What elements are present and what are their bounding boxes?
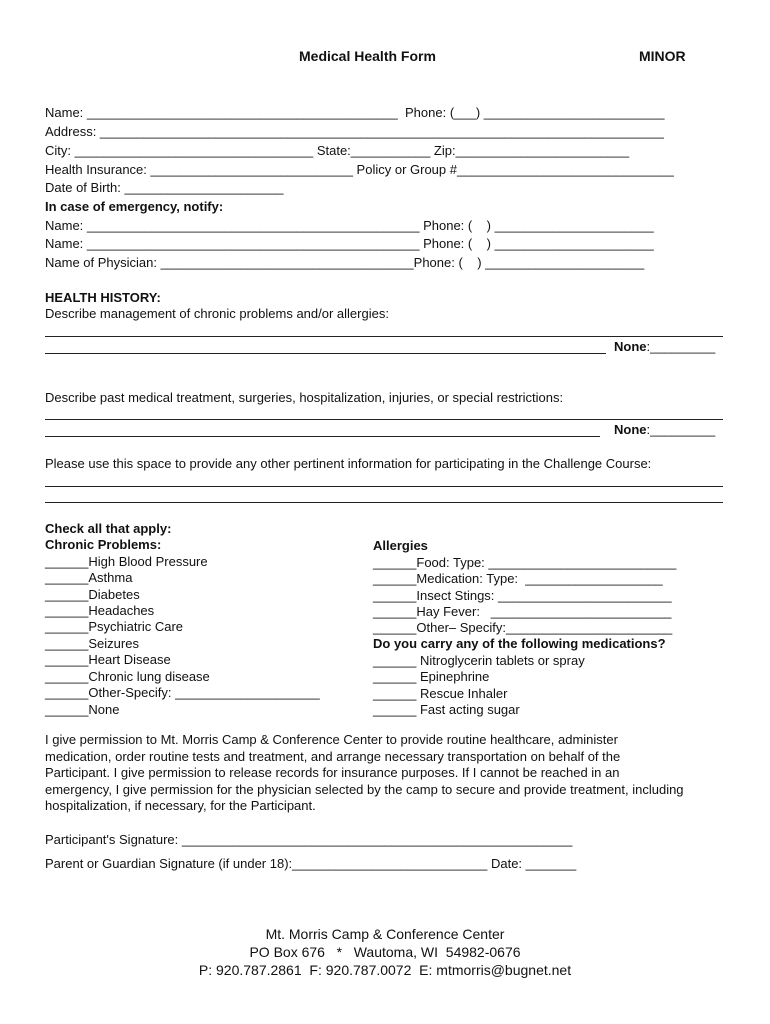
date-of-birth-field[interactable]: Date of Birth: ______________________ bbox=[45, 180, 284, 195]
answer-line[interactable] bbox=[45, 486, 723, 487]
guardian-signature-date-field[interactable]: Parent or Guardian Signature (if under 18):___________________________ Date: _______ bbox=[45, 856, 577, 871]
none-option-2[interactable] bbox=[614, 422, 715, 438]
footer-address: PO Box 676 * Wautoma, WI 54982-0676 bbox=[249, 944, 521, 960]
footer-contact: P: 920.787.2861 F: 920.787.0072 E: mtmorris@bugnet.net bbox=[198, 962, 572, 978]
medications-heading: Do you carry any of the following medications? bbox=[373, 636, 666, 651]
medication-item-nitroglycerin[interactable]: ______ Nitroglycerin tablets or spray bbox=[373, 653, 585, 668]
chronic-item-chronic-lung-disease[interactable]: ______Chronic lung disease bbox=[45, 669, 210, 684]
chronic-item-psychiatric-care[interactable]: ______Psychiatric Care bbox=[45, 619, 184, 634]
participant-signature-field[interactable]: Participant's Signature: ______________________________________________________ bbox=[45, 832, 573, 847]
chronic-item-diabetes[interactable]: ______Diabetes bbox=[45, 587, 140, 602]
chronic-item-seizures[interactable]: ______Seizures bbox=[45, 636, 139, 651]
none-label: None bbox=[614, 339, 647, 354]
check-all-heading: Check all that apply: bbox=[45, 521, 172, 536]
permission-statement: I give permission to Mt. Morris Camp & Conference Center to provide routine healthcare, administer medication, order routine tests and treatment, and arrange necessary transportation on behalf of the Participant. I give permission to release records for insurance purposes. If I cannot be reached in an emergency, I give permission for the physician selected by the camp to secure and provide treatment, including hospitalization, if necessary, for the Participant. bbox=[45, 732, 684, 813]
allergy-item-medication[interactable]: ______Medication: Type: ___________________ bbox=[373, 571, 663, 586]
insurance-field[interactable]: Health Insurance: ____________________________ Policy or Group #______________________________ bbox=[45, 162, 674, 177]
chronic-item-none[interactable]: ______None bbox=[45, 702, 120, 717]
allergy-item-insect-stings[interactable]: ______Insect Stings: ________________________ bbox=[373, 588, 672, 603]
form-title: Medical Health Form bbox=[299, 48, 436, 64]
name-phone-field[interactable]: Name: ___________________________________________ Phone: (___) _________________________ bbox=[45, 105, 665, 120]
chronic-problems-heading: Chronic Problems: bbox=[45, 537, 162, 552]
none-label: None bbox=[614, 422, 647, 437]
chronic-item-other-specify[interactable]: ______Other-Specify: ____________________ bbox=[45, 685, 320, 700]
pertinent-info-question: Please use this space to provide any other pertinent information for participating in the Challenge Course: bbox=[45, 456, 652, 471]
physician-field[interactable]: Name of Physician: ___________________________________Phone: ( ) ______________________ bbox=[45, 255, 645, 270]
answer-line[interactable] bbox=[45, 419, 723, 420]
none-blank: :_________ bbox=[646, 339, 716, 354]
answer-line[interactable] bbox=[45, 436, 600, 437]
medication-item-rescue-inhaler[interactable]: ______ Rescue Inhaler bbox=[373, 686, 508, 701]
emergency-contact-1-field[interactable]: Name: ______________________________________________ Phone: ( ) ______________________ bbox=[45, 218, 654, 233]
none-blank: :_________ bbox=[646, 422, 716, 437]
chronic-item-high-blood-pressure[interactable]: ______High Blood Pressure bbox=[45, 554, 208, 569]
emergency-heading: In case of emergency, notify: bbox=[45, 199, 224, 214]
allergy-item-hay-fever[interactable]: ______Hay Fever: _________________________ bbox=[373, 604, 672, 619]
footer-organization: Mt. Morris Camp & Conference Center bbox=[265, 926, 505, 942]
chronic-allergies-question: Describe management of chronic problems and/or allergies: bbox=[45, 306, 389, 321]
answer-line[interactable] bbox=[45, 353, 606, 354]
answer-line[interactable] bbox=[45, 502, 723, 503]
none-option-1[interactable] bbox=[614, 339, 715, 355]
allergy-item-other[interactable]: ______Other– Specify:_______________________ bbox=[373, 620, 673, 635]
answer-line[interactable] bbox=[45, 336, 723, 337]
chronic-item-headaches[interactable]: ______Headaches bbox=[45, 603, 155, 618]
medication-item-fast-acting-sugar[interactable]: ______ Fast acting sugar bbox=[373, 702, 520, 717]
chronic-item-asthma[interactable]: ______Asthma bbox=[45, 570, 133, 585]
health-history-heading: HEALTH HISTORY: bbox=[45, 290, 161, 305]
allergy-item-food[interactable]: ______Food: Type: __________________________ bbox=[373, 555, 677, 570]
form-category: MINOR bbox=[639, 48, 686, 64]
medication-item-epinephrine[interactable]: ______ Epinephrine bbox=[373, 669, 490, 684]
allergies-heading: Allergies bbox=[373, 538, 428, 553]
city-state-zip-field[interactable]: City: _________________________________ State:___________ Zip:________________________ bbox=[45, 143, 630, 158]
chronic-item-heart-disease[interactable]: ______Heart Disease bbox=[45, 652, 171, 667]
address-field[interactable]: Address: ______________________________________________________________________________ bbox=[45, 124, 664, 139]
emergency-contact-2-field[interactable]: Name: ______________________________________________ Phone: ( ) ______________________ bbox=[45, 236, 654, 251]
past-treatment-question: Describe past medical treatment, surgeries, hospitalization, injuries, or special restrictions: bbox=[45, 390, 564, 405]
